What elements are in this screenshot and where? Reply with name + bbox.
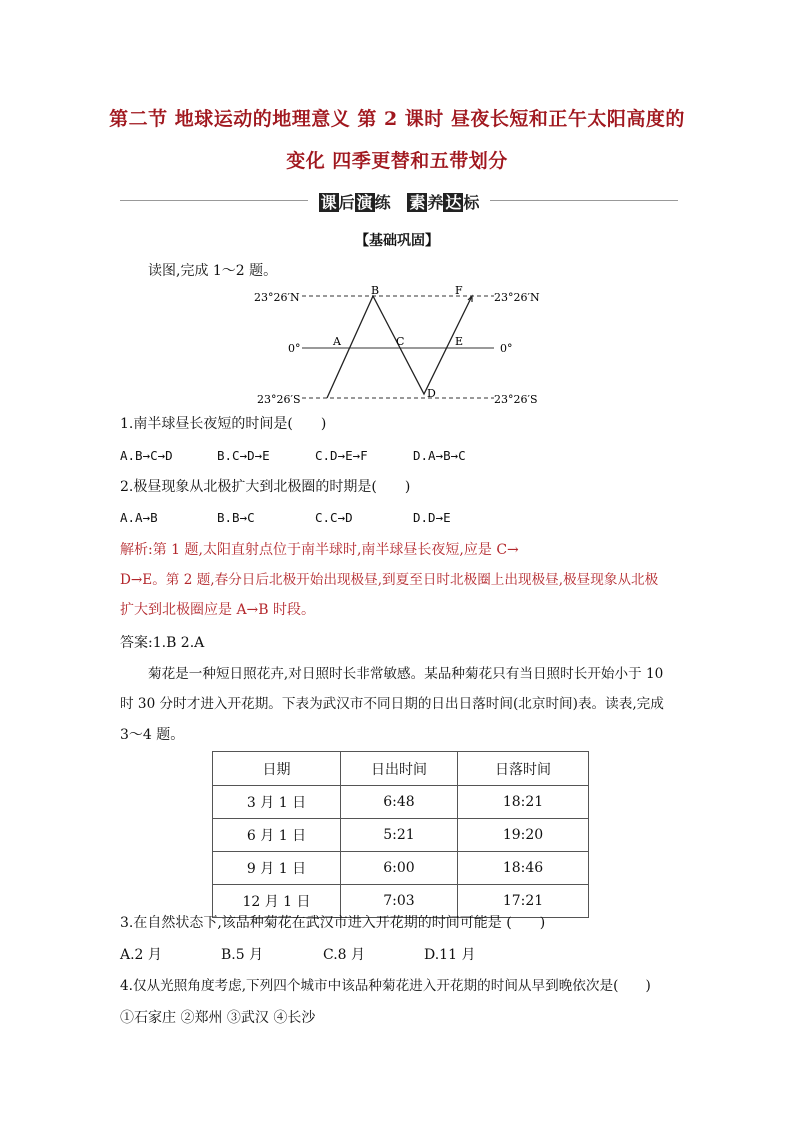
banner-char: 练 — [374, 193, 391, 212]
banner-box-char: 课 — [320, 193, 337, 212]
analysis-line2: D→E。第 2 题,春分日后北极开始出现极昼,到夏至日时北极圈上出现极昼,极昼现象从北极 — [120, 572, 659, 588]
label-mid-left: 0° — [288, 342, 301, 355]
q1-option-c: C.D→E→F — [315, 448, 368, 463]
banner-divider-left — [120, 200, 308, 201]
point-b: B — [371, 284, 380, 297]
question-3-stem: 3.在自然状态下,该品种菊花在武汉市进入开花期的时间可能是 ( ) — [120, 915, 546, 931]
table-cell-sunrise: 7:03 — [341, 885, 458, 918]
analysis-line1: 解析:第 1 题,太阳直射点位于南半球时,南半球昼长夜短,应是 C→ — [120, 542, 519, 558]
banner-divider-right — [490, 200, 678, 201]
intro-text: 读图,完成 1～2 题。 — [148, 263, 278, 279]
table-cell-sunset: 19:20 — [458, 819, 589, 852]
passage-line1: 菊花是一种短日照花卉,对日照时长非常敏感。某品种菊花只有当日照时长开始小于 10 — [148, 666, 664, 682]
label-bot-right: 23°26′S — [494, 393, 538, 406]
q3-option-b: B.5 月 — [221, 947, 264, 963]
table-header-row — [213, 752, 589, 786]
banner-box-char: 达 — [445, 193, 462, 212]
table-cell-date: 6 月 1 日 — [213, 819, 341, 852]
point-d: D — [427, 387, 436, 400]
table-header-sunrise: 日出时间 — [341, 752, 458, 786]
label-mid-right: 0° — [500, 342, 513, 355]
table-header-date: 日期 — [213, 752, 341, 786]
passage-line2: 时 30 分时才进入开花期。下表为武汉市不同日期的日出日落时间(北京时间)表。读表,完成 — [120, 696, 664, 712]
section-banner — [120, 190, 678, 212]
sun-path-diagram — [250, 282, 550, 407]
page-title-line2: 变化 四季更替和五带划分 — [286, 150, 508, 172]
section-heading: 【基础巩固】 — [355, 233, 439, 249]
label-bot-left: 23°26′S — [257, 393, 301, 406]
q4-options: ①石家庄 ②郑州 ③武汉 ④长沙 — [120, 1010, 316, 1026]
q3-option-d: D.11 月 — [424, 947, 476, 963]
table-cell-sunrise: 5:21 — [341, 819, 458, 852]
q3-option-a: A.2 月 — [120, 947, 162, 963]
label-top-left: 23°26′N — [254, 291, 300, 304]
q2-option-b: B.B→C — [217, 510, 255, 525]
table-cell-sunrise: 6:00 — [341, 852, 458, 885]
table-cell-date: 12 月 1 日 — [213, 885, 341, 918]
question-4-stem: 4.仅从光照角度考虑,下列四个城市中该品种菊花进入开花期的时间从早到晚依次是( ) — [120, 978, 651, 994]
point-a: A — [333, 335, 341, 348]
point-f: F — [455, 284, 463, 297]
question-1-stem: 1.南半球昼长夜短的时间是( ) — [120, 416, 327, 432]
sunrise-sunset-table — [212, 751, 589, 918]
point-c: C — [396, 335, 405, 348]
answer-text: 答案:1.B 2.A — [120, 635, 205, 651]
table-cell-sunrise: 6:48 — [341, 786, 458, 819]
passage-line3: 3～4 题。 — [120, 727, 185, 743]
table-cell-date: 9 月 1 日 — [213, 852, 341, 885]
banner-char: 后 — [338, 193, 355, 212]
banner-char: 标 — [463, 193, 480, 212]
banner-box-char: 素 — [409, 193, 426, 212]
label-top-right: 23°26′N — [494, 291, 540, 304]
table-row — [213, 819, 589, 852]
table-cell-date: 3 月 1 日 — [213, 786, 341, 819]
q3-option-c: C.8 月 — [323, 947, 366, 963]
table-row — [213, 786, 589, 819]
page-title-line1: 第二节 地球运动的地理意义 第 2 课时 昼夜长短和正午太阳高度的 — [109, 108, 685, 130]
banner-box-char: 演 — [356, 193, 373, 212]
q1-option-b: B.C→D→E — [217, 448, 270, 463]
table-header-sunset: 日落时间 — [458, 752, 589, 786]
table-row — [213, 852, 589, 885]
q2-option-a: A.A→B — [120, 510, 158, 525]
banner-text — [310, 190, 488, 213]
banner-char: 养 — [427, 193, 444, 212]
q1-option-a: A.B→C→D — [120, 448, 173, 463]
table-cell-sunset: 18:21 — [458, 786, 589, 819]
table-cell-sunset: 17:21 — [458, 885, 589, 918]
q2-option-d: D.D→E — [413, 510, 451, 525]
q1-option-d: D.A→B→C — [413, 448, 466, 463]
point-e: E — [455, 335, 464, 348]
q2-option-c: C.C→D — [315, 510, 353, 525]
analysis-line3: 扩大到北极圈应是 A→B 时段。 — [120, 602, 316, 618]
question-2-stem: 2.极昼现象从北极扩大到北极圈的时期是( ) — [120, 479, 411, 495]
table-cell-sunset: 18:46 — [458, 852, 589, 885]
